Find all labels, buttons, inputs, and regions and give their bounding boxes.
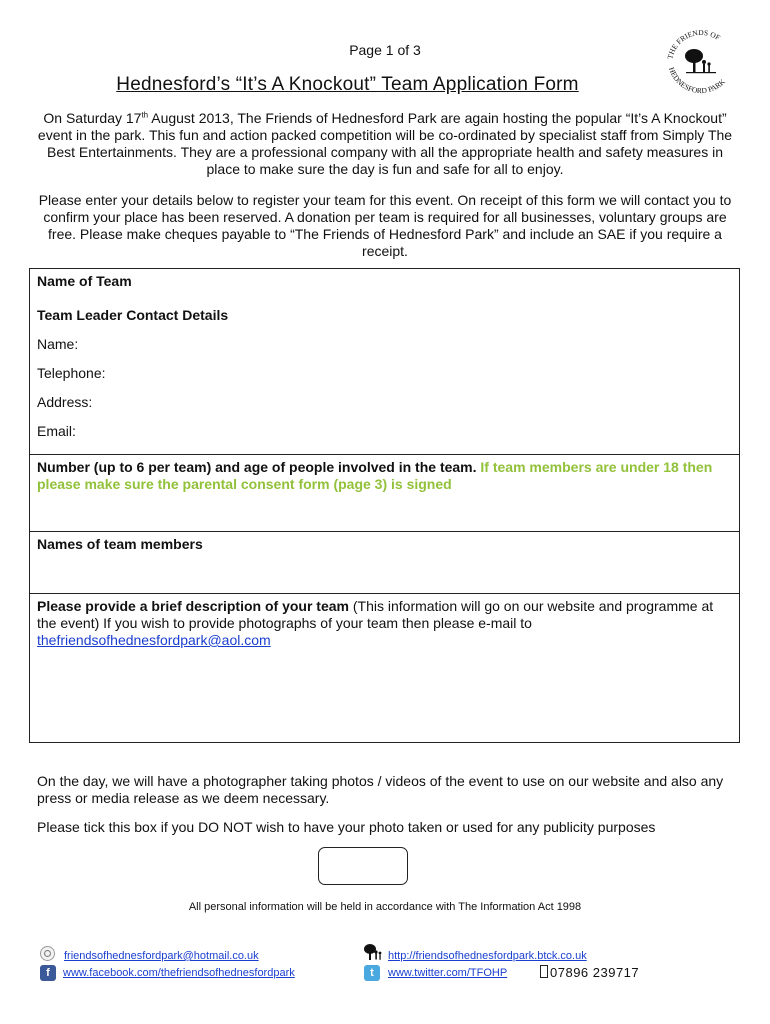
instructions-paragraph: Please enter your details below to register your team for this event. On receipt of this form we will contact you to confirm your place has been reserved. A donation per team is required for all businesses, voluntary groups are free. Please make cheques payable to “The Friends of Hednesford Park” and include an SAE if you require a receipt. bbox=[38, 192, 732, 259]
twitter-link[interactable]: www.twitter.com/TFOHP bbox=[388, 967, 508, 979]
footer-email-link[interactable]: friendsofhednesfordpark@hotmail.co.uk bbox=[64, 950, 259, 962]
intro-paragraph: On Saturday 17th August 2013, The Friends of Hednesford Park are again hosting the popular “It’s A Knockout” event in the park. This fun and action packed competition will be co-ordinated by specialist staff from Simply The Best Entertainments. They are a professional company with all the appropriate health and safety measures in place to make sure the day is fun and safe for all to enjoy. bbox=[37, 110, 733, 177]
svg-text:THE FRIENDS OF: THE FRIENDS OF bbox=[665, 27, 722, 60]
phone-icon bbox=[540, 965, 548, 978]
email-icon bbox=[39, 945, 56, 967]
photo-notice: On the day, we will have a photographer taking photos / videos of the event to use on our website and also any press or media release as we deem necessary. bbox=[37, 773, 724, 806]
twitter-icon: t bbox=[364, 965, 380, 981]
facebook-link[interactable]: www.facebook.com/thefriendsofhednesfordpark bbox=[63, 967, 295, 979]
website-link[interactable]: http://friendsofhednesfordpark.btck.co.uk bbox=[388, 950, 587, 962]
team-number-section[interactable] bbox=[30, 455, 739, 532]
photo-opt-out-checkbox[interactable] bbox=[318, 847, 408, 885]
address-field[interactable]: Address: bbox=[37, 394, 93, 410]
team-members-section[interactable] bbox=[30, 532, 739, 594]
team-name-label: Name of Team bbox=[37, 273, 132, 289]
park-website-icon bbox=[363, 943, 383, 966]
contact-email-link[interactable]: thefriendsofhednesfordpark@aol.com bbox=[37, 632, 271, 648]
description-note: (This information will go on our website and programme at the event) If you wish to provide photographs of your team then please e-mail to bbox=[37, 598, 714, 631]
phone-number: 07896 239717 bbox=[540, 965, 639, 980]
leader-heading: Team Leader Contact Details bbox=[37, 307, 229, 323]
tick-notice: Please tick this box if you DO NOT wish to have your photo taken or used for any publicity purposes bbox=[37, 819, 656, 835]
application-form-table bbox=[29, 268, 740, 743]
name-field[interactable]: Name: bbox=[37, 336, 79, 352]
number-label: Number (up to 6 per team) and age of people involved in the team. bbox=[37, 459, 477, 475]
facebook-icon: f bbox=[40, 965, 56, 981]
description-label: Please provide a brief description of your team bbox=[37, 598, 349, 614]
email-field[interactable]: Email: bbox=[37, 423, 76, 439]
telephone-field[interactable]: Telephone: bbox=[37, 365, 106, 381]
members-label: Names of team members bbox=[37, 536, 203, 552]
svg-text:HEDNESFORD PARK: HEDNESFORD PARK bbox=[667, 65, 727, 96]
form-title: Hednesford’s “It’s A Knockout” Team Application Form bbox=[116, 74, 579, 95]
parental-consent-note: If team members are under 18 then please make sure the parental consent form (page 3) is signed bbox=[37, 459, 713, 492]
information-act-notice: All personal information will be held in accordance with The Information Act 1998 bbox=[188, 901, 582, 913]
team-details-section bbox=[30, 269, 739, 455]
page-number: Page 1 of 3 bbox=[349, 42, 421, 58]
team-description-section[interactable] bbox=[30, 594, 739, 744]
